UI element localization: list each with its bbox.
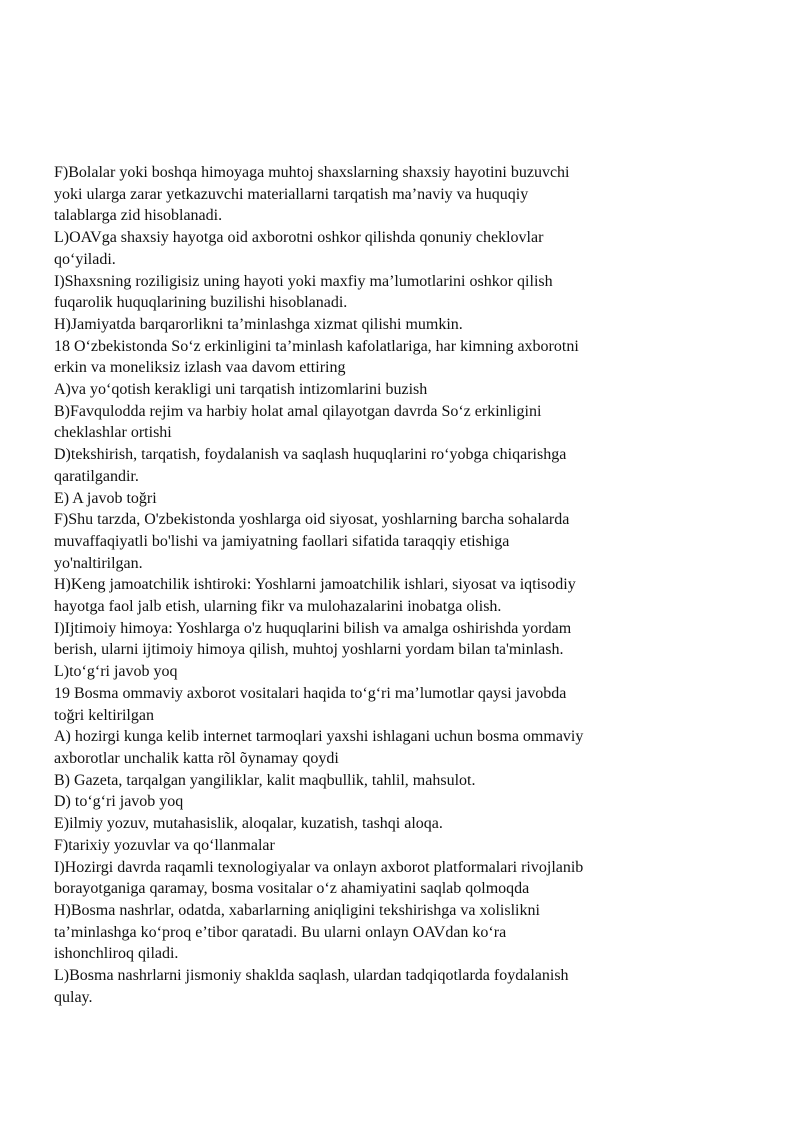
- answer-option-line: berish, ularni ijtimoiy himoya qilish, muhtoj yoshlarni yordam bilan ta'minlash.: [54, 641, 564, 659]
- answer-option-line: A) hozirgi kunga kelib internet tarmoqlari yaxshi ishlagani uchun bosma ommaviy: [54, 728, 584, 746]
- answer-option-line: E)ilmiy yozuv, mutahasislik, aloqalar, kuzatish, tashqi aloqa.: [54, 815, 443, 833]
- text-line: H)Jamiyatda barqarorlikni ta’minlashga xizmat qilishi mumkin.: [54, 315, 463, 333]
- answer-option-line: qulay.: [54, 988, 93, 1006]
- text-line: fuqarolik huquqlarining buzilishi hisoblanadi.: [54, 294, 348, 312]
- answer-option-line: H)Bosma nashrlar, odatda, xabarlarning aniqligini tekshirishga va xolislikni: [54, 901, 540, 919]
- document-body: [54, 162, 754, 1008]
- answer-option-line: L)to‘g‘ri javob yoq: [54, 663, 178, 681]
- text-line: F)Bolalar yoki boshqa himoyaga muhtoj shaxslarning shaxsiy hayotini buzuvchi: [54, 164, 570, 181]
- answer-option-line: F)tarixiy yozuvlar va qo‘llanmalar: [54, 836, 275, 854]
- question-19-line: toğri keltirilgan: [54, 706, 154, 724]
- answer-option-line: I)Hozirgi davrda raqamli texnologiyalar va onlayn axborot platformalari rivojlanib: [54, 858, 584, 876]
- text-line: L)OAVga shaxsiy hayotga oid axborotni oshkor qilishda qonuniy cheklovlar: [54, 229, 544, 247]
- answer-option-line: D) to‘g‘ri javob yoq: [54, 793, 184, 811]
- answer-option-line: muvaffaqiyatli bo'lishi va jamiyatning faollari sifatida taraqqiy etishiga: [54, 532, 510, 550]
- answer-option-line: H)Keng jamoatchilik ishtiroki: Yoshlarni jamoatchilik ishlari, siyosat va iqtisodiy: [54, 576, 576, 594]
- answer-option-line: L)Bosma nashrlarni jismoniy shaklda saqlash, ulardan tadqiqotlarda foydalanish: [54, 967, 569, 985]
- answer-option-line: B) Gazeta, tarqalgan yangiliklar, kalit maqbullik, tahlil, mahsulot.: [54, 771, 476, 789]
- answer-option-line: F)Shu tarzda, O'zbekistonda yoshlarga oid siyosat, yoshlarning barcha sohalarda: [54, 511, 570, 529]
- answer-option-line: hayotga faol jalb etish, ularning fikr va mulohazalarini inobatga olish.: [54, 598, 502, 616]
- answer-option-line: E) A javob toğri: [54, 489, 157, 507]
- answer-option-line: ta’minlashga ko‘proq e’tibor qaratadi. Bu ularni onlayn OAVdan ko‘ra: [54, 923, 507, 941]
- answer-option-line: cheklashlar ortishi: [54, 424, 172, 442]
- question-18-line: erkin va moneliksiz izlash vaa davom ettiring: [54, 359, 346, 377]
- answer-option-line: I)Ijtimoiy himoya: Yoshlarga o'z huquqlarini bilish va amalga oshirishda yordam: [54, 619, 572, 637]
- text-line: yoki ularga zarar yetkazuvchi materiallarni tarqatish ma’naviy va huquqiy: [54, 185, 529, 203]
- answer-option-line: borayotganiga qaramay, bosma vositalar o‘z ahamiyatini saqlab qolmoqda: [54, 880, 530, 898]
- answer-option-line: axborotlar unchalik katta rõl õynamay qoydi: [54, 749, 339, 767]
- text-line: talablarga zid hisoblanadi.: [54, 207, 223, 225]
- answer-option-line: B)Favqulodda rejim va harbiy holat amal qilayotgan davrda So‘z erkinligini: [54, 402, 542, 420]
- answer-option-line: yo'naltirilgan.: [54, 554, 143, 572]
- answer-option-line: qaratilgandir.: [54, 467, 139, 485]
- answer-option-line: D)tekshirish, tarqatish, foydalanish va saqlash huquqlarini ro‘yobga chiqarishga: [54, 446, 567, 464]
- text-line: I)Shaxsning roziligisiz uning hayoti yoki maxfiy ma’lumotlarini oshkor qilish: [54, 272, 553, 290]
- question-19-line: 19 Bosma ommaviy axborot vositalari haqida to‘g‘ri ma’lumotlar qaysi javobda: [54, 684, 567, 702]
- answer-option-line: ishonchliroq qiladi.: [54, 945, 179, 963]
- answer-option-line: A)va yo‘qotish kerakligi uni tarqatish intizomlarini buzish: [54, 381, 428, 399]
- text-line: qo‘yiladi.: [54, 250, 116, 268]
- question-18-line: 18 O‘zbekistonda So‘z erkinligini ta’minlash kafolatlariga, har kimning axborotni: [54, 337, 579, 355]
